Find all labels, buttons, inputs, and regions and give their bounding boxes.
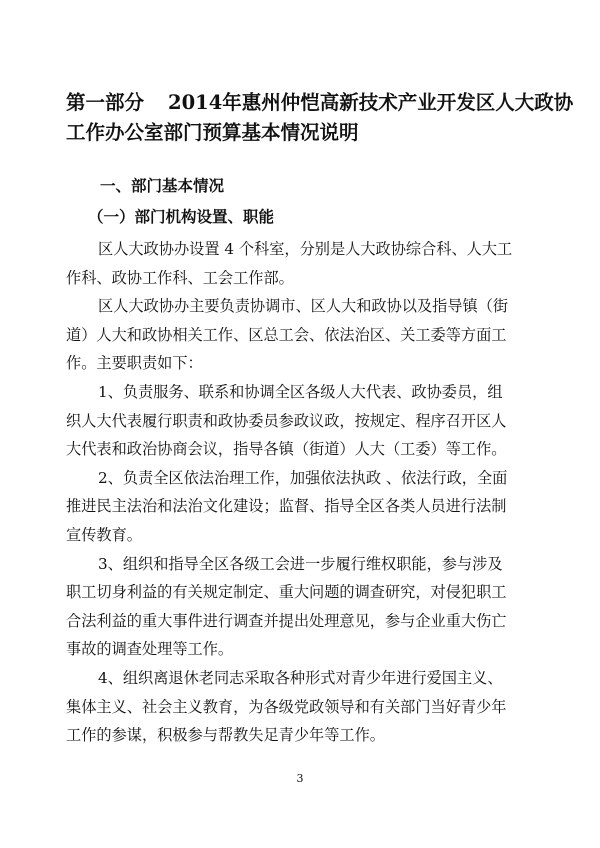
paragraph <box>66 550 534 664</box>
paragraph-line: 工作的参谋，积极参与帮教失足青少年等工作。 <box>66 726 385 745</box>
document-title <box>66 88 574 148</box>
paragraph <box>66 664 534 750</box>
paragraph <box>66 235 534 292</box>
title-main-text: 2014年惠州仲恺高新技术产业开发区人大政协 <box>168 91 574 114</box>
sub-heading: （一）部门机构设置、职能 <box>88 207 275 226</box>
paragraph-line: 织人大代表履行职责和政协委员参政议政，按规定、程序召开区人 <box>66 411 507 430</box>
body-text <box>66 235 534 750</box>
paragraph-line: 推进民主法治和法治文化建设；监督、指导全区各类人员进行法制 <box>66 497 507 516</box>
title-part-label: 第一部分 <box>66 91 145 114</box>
paragraph-line: 合法利益的重大事件进行调查并提出处理意见，参与企业重大伤亡 <box>66 611 507 630</box>
paragraph <box>66 464 534 550</box>
title-line-1 <box>66 88 574 118</box>
paragraph-line: 作科、政协工作科、工会工作部。 <box>66 268 294 287</box>
page-number: 3 <box>296 772 304 785</box>
paragraph-line: 职工切身利益的有关规定制定、重大问题的调查研究，对侵犯职工 <box>66 583 507 602</box>
paragraph <box>66 378 534 464</box>
paragraph-line: 1、负责服务、联系和协调全区各级人大代表、政协委员，组 <box>98 382 503 401</box>
paragraph-line: 3、组织和指导全区各级工会进一步履行维权职能，参与涉及 <box>98 554 503 573</box>
paragraph-line: 2、负责全区依法治理工作，加强依法执政 、依法行政，全面 <box>98 468 508 487</box>
paragraph-line: 区人大政协办主要负责协调市、区人大和政协以及指导镇（街 <box>98 297 509 316</box>
paragraph <box>66 292 534 378</box>
paragraph-line: 事故的调查处理等工作。 <box>66 640 234 659</box>
paragraph-line: 4、组织离退休老同志采取各种形式对青少年进行爱国主义、 <box>98 668 503 687</box>
paragraph-line: 宣传教育。 <box>66 525 142 544</box>
title-line-2: 工作办公室部门预算基本情况说明 <box>66 121 359 144</box>
paragraph-line: 集体主义、社会主义教育，为各级党政领导和有关部门当好青少年 <box>66 697 507 716</box>
section-heading: 一、部门基本情况 <box>100 176 225 195</box>
paragraph-line: 道）人大和政协相关工作、区总工会、依法治区、关工委等方面工 <box>66 325 507 344</box>
paragraph-line: 区人大政协办设置 4 个科室，分别是人大政协综合科、人大工 <box>98 240 513 258</box>
paragraph-line: 大代表和政治协商会议，指导各镇（街道）人大（工委）等工作。 <box>66 440 507 459</box>
paragraph-line: 作。主要职责如下： <box>66 354 203 373</box>
